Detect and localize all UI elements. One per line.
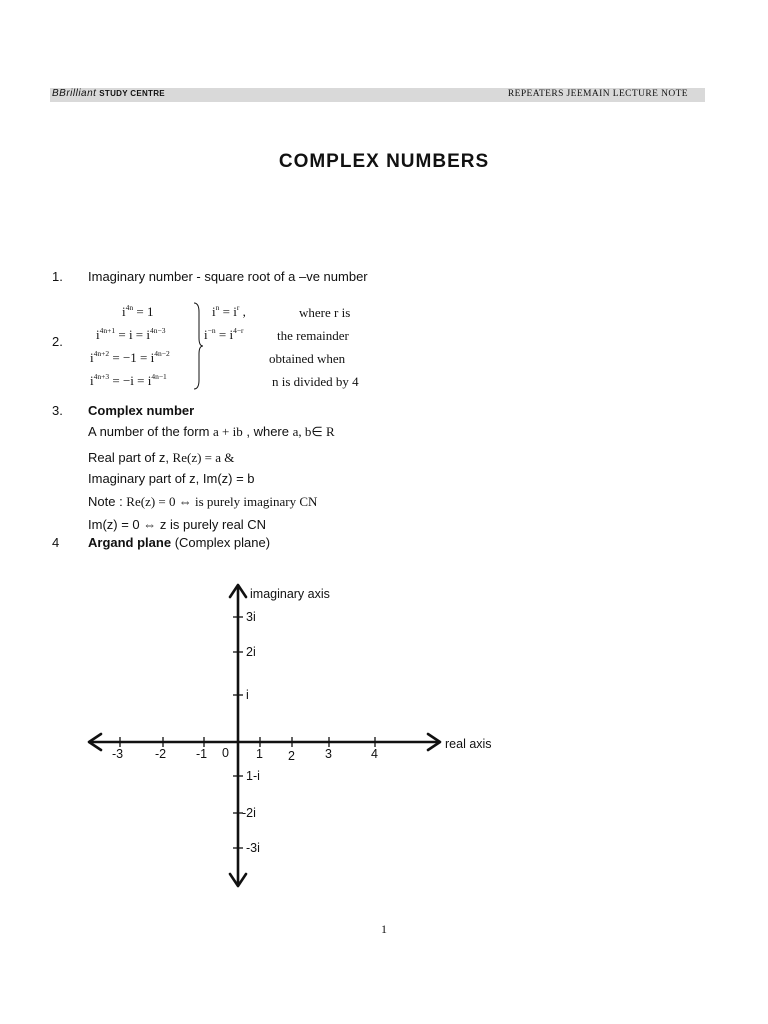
section-1-text: Imaginary number - square root of a –ve number [88, 269, 368, 284]
remainder-note-2: the remainder [277, 328, 349, 343]
origin-label: 0 [222, 746, 229, 760]
x-tick-label: 2 [288, 749, 295, 763]
power-row-2: $i^{4n+1} = i = i^{4n-3}$ [96, 326, 166, 342]
note-line: Note : Re(z) = 0 ⇔ is purely imaginary CN [88, 494, 318, 509]
purely-real-line: Im(z) = 0 ⇔ z is purely real CN [88, 517, 267, 532]
real-part-line: Real part of z, Re(z) = a & [88, 450, 235, 465]
x-tick-label: -1 [196, 747, 208, 761]
page-number: 1 [381, 922, 387, 936]
section-4-number: 4 [52, 535, 60, 550]
x-tick-label: 3 [325, 747, 332, 761]
section-4-heading: Argand plane (Complex plane) [88, 535, 271, 550]
real-axis-label: real axis [445, 737, 492, 751]
power-row-4: $i^{4n+3} = -i = i^{4n-1}$ [90, 372, 167, 388]
section-3-number: 3. [52, 403, 63, 418]
power-row-1: $i^{4n} = 1$ [122, 303, 154, 319]
remainder-note-3: obtained when [269, 351, 346, 366]
power-row-3: $i^{4n+2} = -1 = i^{4n-2}$ [90, 349, 170, 365]
imaginary-axis-label: imaginary axis [250, 587, 330, 601]
remainder-note-1: where r is [299, 305, 351, 320]
y-tick-label: 1-i [246, 769, 260, 783]
complex-form-line: A number of the form a + ib , where a, b∈ R [88, 424, 335, 439]
y-tick-label: 3i [246, 610, 256, 624]
y-tick-label: -2i [242, 806, 256, 820]
negative-power-row-2: $i^{-n} = i^{4-r}$ [204, 326, 244, 342]
section-2-number: 2. [52, 334, 63, 349]
section-1-number: 1. [52, 269, 63, 284]
page-title: COMPLEX NUMBERS [278, 151, 490, 172]
x-tick-label: -3 [112, 747, 124, 761]
brand-subtitle: STUDY CENTRE [99, 89, 165, 98]
x-tick-label: 1 [256, 747, 263, 761]
y-tick-label: -3i [246, 841, 260, 855]
brand-name: BBrilliant [52, 88, 97, 99]
header-right-text: REPEATERS JEEMAIN LECTURE NOTE [507, 89, 688, 99]
negative-power-row-1: $i^n = i^r$ , [212, 303, 246, 319]
x-tick-label: -2 [155, 747, 167, 761]
section-3-heading: Complex number [88, 403, 195, 418]
y-tick-label: i [246, 688, 249, 702]
x-tick-label: 4 [371, 747, 378, 761]
y-tick-label: 2i [246, 645, 256, 659]
remainder-note-4: n is divided by 4 [272, 374, 359, 389]
imaginary-part-line: Imaginary part of z, Im(z) = b [88, 471, 255, 486]
